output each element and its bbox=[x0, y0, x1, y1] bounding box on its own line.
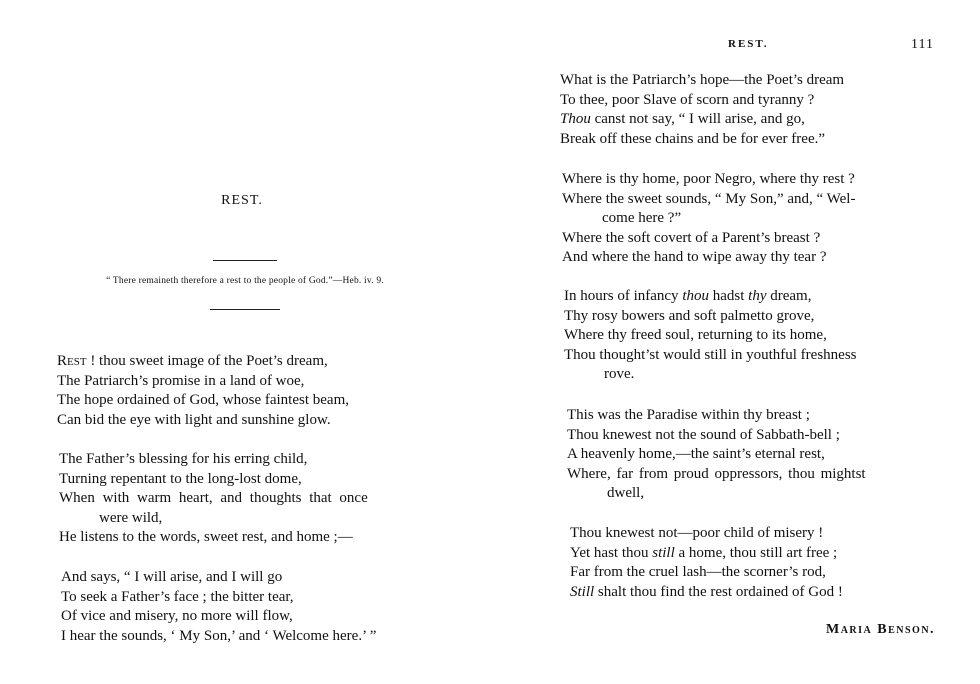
verse-line: come here ?” bbox=[602, 210, 682, 226]
verse-line: Can bid the eye with light and sunshine glow. bbox=[57, 411, 331, 428]
verse-line: Yet hast thou still a home, thou still art free ; bbox=[570, 544, 838, 561]
stanza-7 bbox=[567, 406, 866, 504]
verse-line: In hours of infancy thou hadst thy dream, bbox=[564, 288, 812, 304]
verse-line: Where is thy home, poor Negro, where thy rest ? bbox=[562, 171, 855, 187]
verse-line: And where the hand to wipe away thy tear ? bbox=[562, 249, 827, 265]
stanza-1 bbox=[57, 352, 349, 430]
right-page bbox=[490, 0, 980, 684]
verse-line: And says, “ I will arise, and I will go bbox=[61, 569, 283, 585]
verse-line: dwell, bbox=[607, 485, 645, 501]
verse-line: Of vice and misery, no more will flow, bbox=[61, 608, 293, 624]
running-head: REST. bbox=[728, 38, 769, 50]
verse-line: Where the sweet sounds, “ My Son,” and, “ Wel- bbox=[562, 190, 856, 207]
verse-line: were wild, bbox=[99, 509, 163, 526]
verse-line: Where, far from proud oppressors, thou mightst bbox=[567, 465, 866, 482]
stanza-4 bbox=[560, 71, 844, 149]
verse-line: A heavenly home,—the saint’s eternal rest, bbox=[567, 446, 825, 462]
verse-line: When with warm heart, and thoughts that once bbox=[59, 490, 368, 506]
stanza-8 bbox=[570, 524, 843, 602]
verse-line: Still shalt thou find the rest ordained of God ! bbox=[570, 583, 843, 600]
stanza-2 bbox=[59, 450, 368, 548]
drop-word: Rest bbox=[57, 353, 87, 369]
title-rule bbox=[213, 260, 277, 261]
stanza-6 bbox=[564, 287, 857, 385]
verse-line: To seek a Father’s face ; the bitter tear, bbox=[61, 588, 294, 605]
verse-line: I hear the sounds, ‘ My Son,’ and ‘ Welcome here.’ ” bbox=[61, 627, 377, 644]
verse-line: rove. bbox=[604, 366, 635, 382]
stanza-5 bbox=[562, 170, 855, 268]
verse-line: Thou knewest not the sound of Sabbath-bell ; bbox=[567, 426, 840, 443]
verse-line: Break off these chains and be for ever free.” bbox=[560, 130, 826, 147]
poem-title: REST. bbox=[221, 193, 263, 208]
verse-line: Thy rosy bowers and soft palmetto grove, bbox=[564, 307, 815, 324]
verse-line: To thee, poor Slave of scorn and tyranny ? bbox=[560, 91, 815, 108]
verse-line: Thou canst not say, “ I will arise, and go, bbox=[560, 111, 805, 127]
verse-line: Where the soft covert of a Parent’s breast ? bbox=[562, 229, 821, 246]
verse-line: This was the Paradise within thy breast ; bbox=[567, 407, 810, 423]
verse-line: Turning repentant to the long-lost dome, bbox=[59, 470, 302, 487]
verse-line: What is the Patriarch’s hope—the Poet’s dream bbox=[560, 72, 845, 88]
verse-line: The hope ordained of God, whose faintest beam, bbox=[57, 392, 349, 408]
page-number: 111 bbox=[911, 37, 934, 52]
epigraph-rule bbox=[210, 309, 280, 310]
author-signature: Maria Benson. bbox=[826, 622, 936, 637]
verse-line: Thou thought’st would still in youthful freshness bbox=[564, 346, 857, 363]
verse-line: The Patriarch’s promise in a land of woe, bbox=[57, 372, 305, 389]
stanza-3 bbox=[61, 568, 376, 646]
verse-line: Far from the cruel lash—the scorner’s rod, bbox=[570, 564, 826, 580]
verse-line: The Father’s blessing for his erring child, bbox=[59, 451, 308, 467]
epigraph: “ There remaineth therefore a rest to the people of God.”—Heb. iv. 9. bbox=[106, 276, 384, 286]
verse-line: Rest ! thou sweet image of the Poet’s dream, bbox=[57, 353, 328, 369]
verse-line: Thou knewest not—poor child of misery ! bbox=[570, 525, 824, 541]
verse-line: Where thy freed soul, returning to its home, bbox=[564, 327, 827, 343]
verse-line: He listens to the words, sweet rest, and home ;— bbox=[59, 529, 353, 545]
